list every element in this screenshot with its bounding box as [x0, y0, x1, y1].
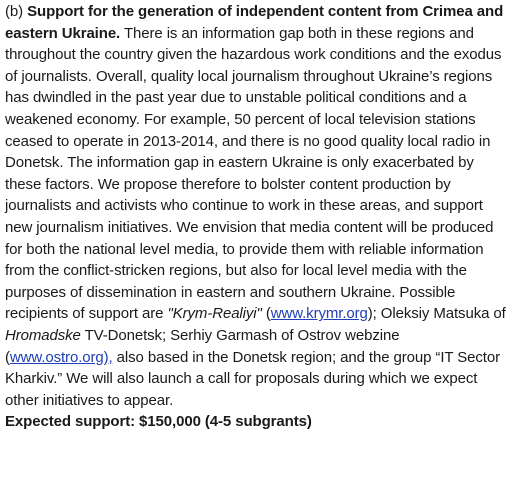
section-paragraph — [5, 1, 506, 411]
recipient-krym-realiyi: "Krym-Realiyi" — [167, 305, 262, 323]
recipient-1-open: ( — [261, 305, 271, 323]
section-heading: Support for the generation of independent content from Crimea and eastern Ukraine. — [5, 3, 504, 42]
link-ostro[interactable]: www.ostro.org), — [9, 348, 113, 366]
recipient-2-rest: TV-Donetsk; Serhiy Garmash of Ostrov webzine ( — [5, 326, 400, 366]
section-label: (b) — [5, 3, 24, 20]
recipient-hromadske: Hromadske — [5, 326, 81, 344]
expected-support: Expected support: $150,000 (4-5 subgrants) — [5, 413, 312, 431]
link-krymr[interactable]: www.krymr.org — [270, 305, 368, 323]
section-body-1: There is an information gap both in these regions and throughout the country given the hazardous work conditions and the exodus of journalists. Overall, quality local journalism throughout Ukraine’s regions has dwindled in the past year due to unstable political conditions and a weakened economy. For example, 50 percent of local television stations ceased to operate in 2013-2014, and there is no good quality local radio in Donetsk. The information gap in eastern Ukraine is only exacerbated by these factors. We propose therefore to bolster content production by journalists and activists who continue to work in these areas, and support new journalism initiatives. We envision that media content will be produced for both the national level media, to provide them with reliable information from the conflict-stricken regions, but also for local level media with the purposes of dissemination in eastern and southern Ukraine. Possible recipients of support are — [5, 24, 502, 323]
section-body-2: also based in the Donetsk region; and the group “IT Sector Kharkiv.” We will also launch a call for proposals during which we expect other initiatives to appear. — [5, 348, 501, 409]
recipient-1-close: ); Oleksiy Matsuka of — [367, 305, 506, 323]
